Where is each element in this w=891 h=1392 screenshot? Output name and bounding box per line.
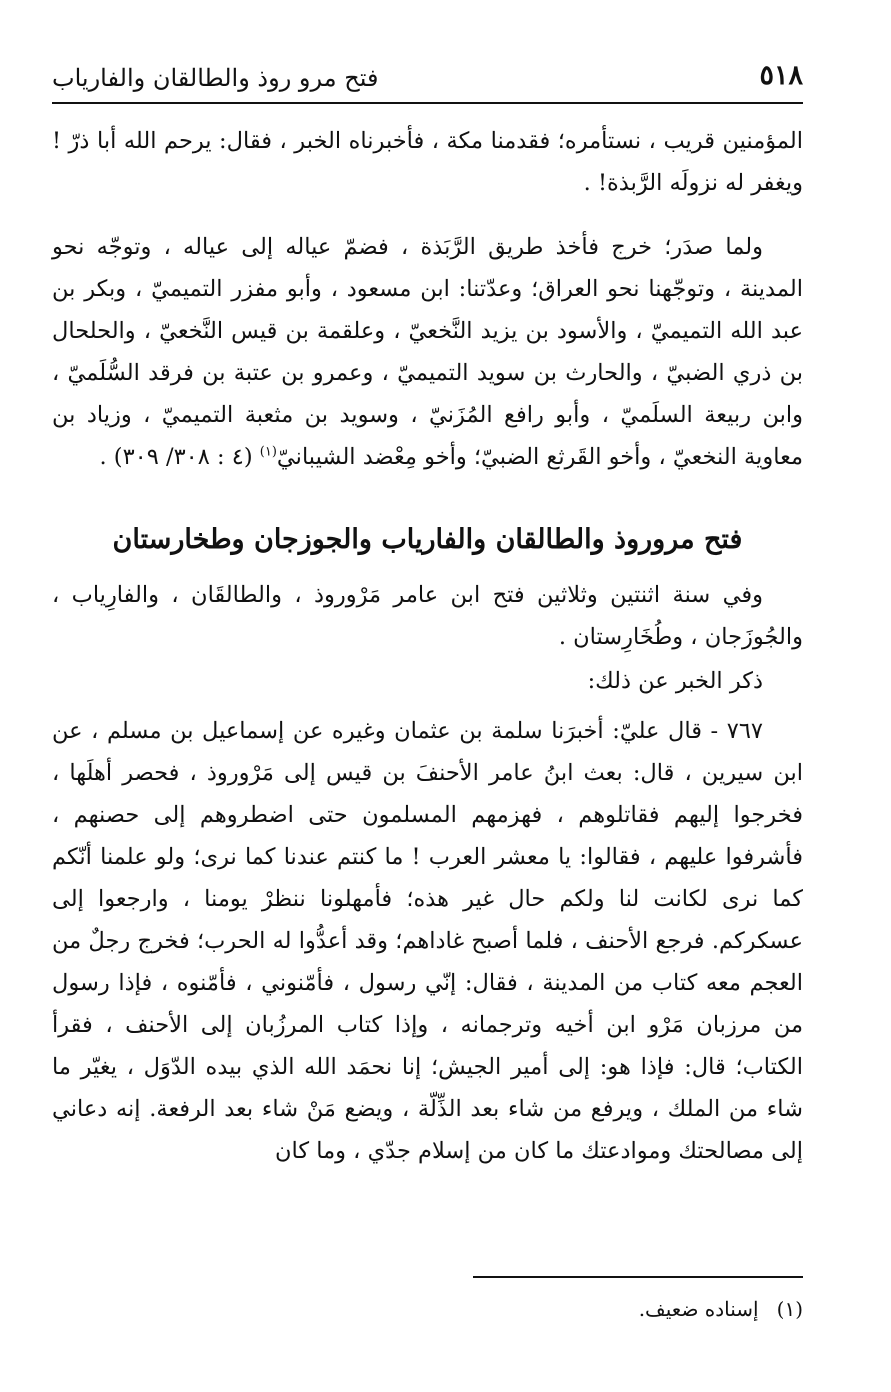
footnote [52, 1292, 803, 1326]
source-citation: (٤ : ٣٠٨/ ٣٠٩) . [99, 444, 260, 470]
paragraph: المؤمنين قريب ، نستأمره؛ فقدمنا مكة ، فأخبرناه الخبر ، فقال: يرحم الله أبا ذرّ ! ويغفر له نزولَه الرَّبذة! . [52, 128, 803, 196]
paragraph [52, 710, 803, 1172]
paragraph: وفي سنة اثنتين وثلاثين فتح ابن عامر مَرْوروذ ، والطالقَان ، والفارِياب ، والجُوزَجان ، وطُخَارِستان . [52, 582, 803, 650]
main-text [52, 120, 803, 1172]
narration-number: ٧٦٧ [726, 718, 763, 744]
running-header [52, 60, 803, 104]
paragraph-text: ولما صدَر؛ خرج فأخذ طريق الرَّبَذة ، فضمّ عياله إلى عياله ، وتوجّه نحو المدينة ، وتوجّهنا نحو العراق؛ وعدّتنا: ابن مسعود ، وأبو مفزر التميميّ ، وبكر بن عبد الله التميميّ ، والأسود بن يزيد النَّخعيّ ، وعلقمة بن قيس النَّخعيّ ، والحلحال بن ذري الضبيّ ، والحارث بن سويد التميميّ ، وعمرو بن عتبة بن فرقد السُّلَميّ ، وابن ربيعة السلَميّ ، وأبو رافع المُزَنيّ ، وسويد بن مثعبة التميميّ ، وزياد بن معاوية النخعيّ ، وأخو القَرثع الضبيّ؛ وأخو مِعْضد الشيبانيّ [52, 234, 803, 470]
page-number: ٥١٨ [759, 60, 803, 91]
footnote-text: إسناده ضعيف. [638, 1297, 759, 1321]
footnote-divider [473, 1276, 803, 1278]
footnote-marker: (١) [776, 1297, 803, 1321]
footnote-reference[interactable]: (١) [259, 444, 277, 460]
paragraph: ذكر الخبر عن ذلك: [587, 668, 763, 694]
section-heading: فتح مروروذ والطالقان والفارياب والجوزجان وطخارستان [112, 524, 743, 555]
running-header-title: فتح مرو روذ والطالقان والفارياب [52, 64, 379, 92]
paragraph [52, 226, 803, 478]
paragraph-text: - قال عليّ: أخبرَنا سلمة بن عثمان وغيره عن إسماعيل بن مسلم ، عن ابن سيرين ، قال: بعث ابنُ عامر الأحنفَ بن قيس إلى مَرْوروذ ، فحصر أهلَها ، فخرجوا إليهم فقاتلوهم ، فهزمهم المسلمون حتى اضطروهم إلى حصنهم ، فأشرفوا عليهم ، فقالوا: يا معشر العرب ! ما كنتم عندنا كما نرى؛ ولو علمنا أنّكم كما نرى لكانت لنا ولكم حال غير هذه؛ فأمهلونا ننظرْ يومنا ، وارجعوا إلى عسكركم. فرجع الأحنف ، فلما أصبح غاداهم؛ وقد أعدُّوا له الحرب؛ فخرج رجلٌ من العجم معه كتاب من المدينة ، فقال: إنّي رسول ، فأمّنوني ، فأمّنوه ، فإذا رسول من مرزبان مَرْو ابن أخيه وترجمانه ، وإذا كتاب المرزُبان إلى الأحنف ، فقرأ الكتاب؛ قال: فإذا هو: إلى أمير الجيش؛ إنا نحمَد الله الذي بيده الدّوَل ، يغيّر ما شاء من الملك ، ويرفع من شاء بعد الذِّلّة ، ويضع مَنْ شاء بعد الرفعة. إنه دعاني إلى مصالحتك وموادعتك ما كان من إسلام جدّي ، وما كان [52, 718, 803, 1164]
